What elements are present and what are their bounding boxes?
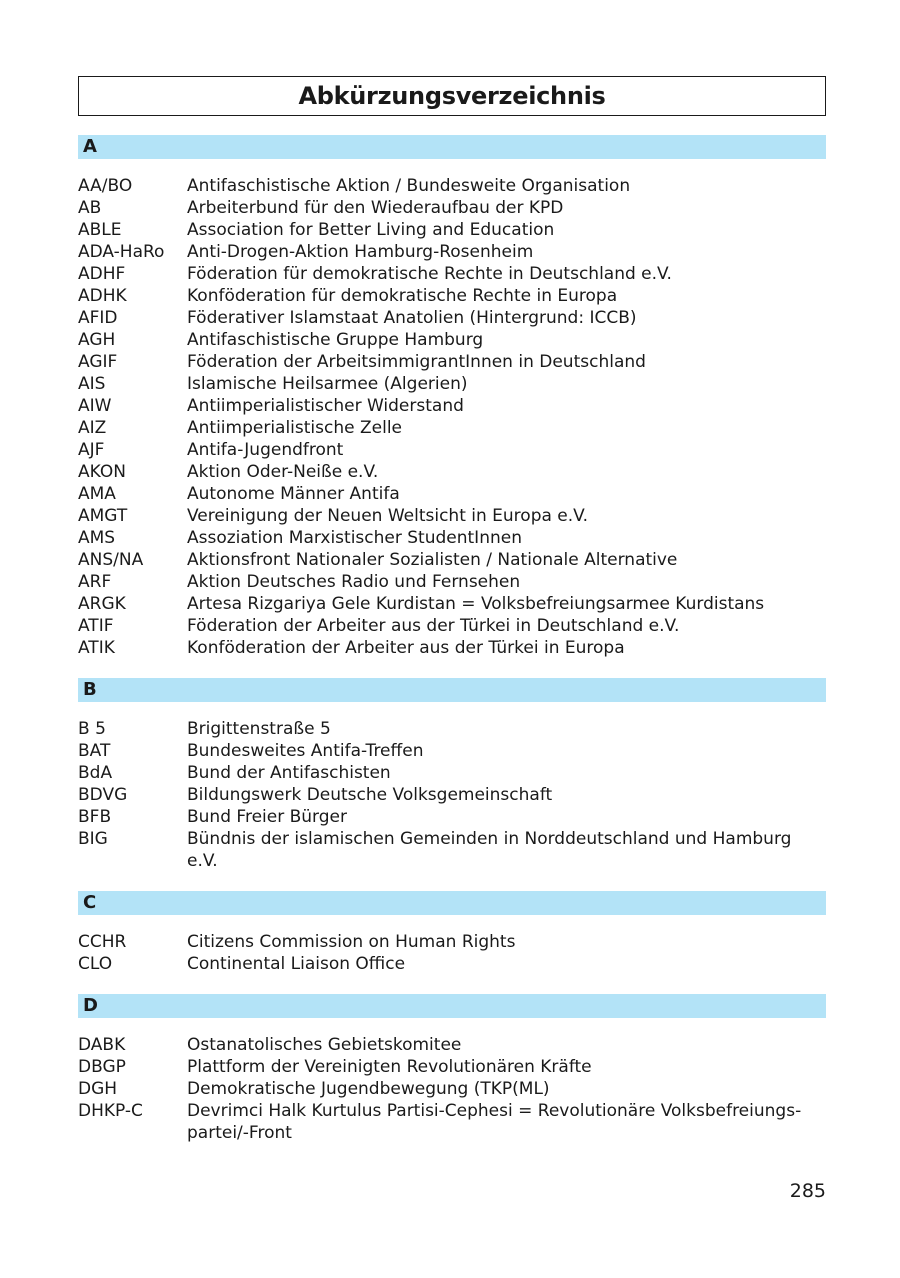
abbreviation-entry: [78, 762, 826, 784]
abbreviation-meaning: Bündnis der islamischen Gemeinden in Norddeutschland und Hamburg e.V.: [187, 829, 792, 871]
abbreviation-entry: [78, 307, 826, 329]
abbreviation-entry: [78, 828, 826, 872]
abbreviation: AMS: [78, 528, 116, 548]
abbreviation: ANS/NA: [78, 550, 144, 570]
abbreviation: ADHF: [78, 264, 126, 284]
abbreviation-entry: [78, 740, 826, 762]
abbreviation-meaning: Autonome Männer Antifa: [187, 484, 400, 504]
abbreviation-meaning: Artesa Rizgariya Gele Kurdistan = Volksbefreiungsarmee Kurdistans: [187, 594, 765, 614]
abbreviation-meaning: Antiimperialistische Zelle: [187, 418, 402, 438]
abbreviation-meaning: Föderation der Arbeiter aus der Türkei in Deutschland e.V.: [187, 616, 680, 636]
abbreviation: AMA: [78, 484, 116, 504]
abbreviation-meaning: Continental Liaison Office: [187, 954, 406, 974]
abbreviation-entry: [78, 373, 826, 395]
abbreviation-entry: [78, 461, 826, 483]
abbreviation-entry: [78, 395, 826, 417]
section-letter-header: A: [78, 135, 826, 159]
page-title-box: [78, 76, 826, 116]
abbreviation-meaning: Vereinigung der Neuen Weltsicht in Europa e.V.: [187, 506, 589, 526]
abbreviation-meaning: Islamische Heilsarmee (Algerien): [187, 374, 468, 394]
abbreviation-entry: [78, 953, 826, 975]
abbreviation-entry: [78, 1056, 826, 1078]
section-letter-header: B: [78, 678, 826, 702]
abbreviation-sections: [78, 135, 826, 1144]
abbreviation-meaning: Arbeiterbund für den Wiederaufbau der KPD: [187, 198, 564, 218]
abbreviation-meaning: Ostanatolisches Gebietskomitee: [187, 1035, 462, 1055]
abbreviation-meaning: Bundesweites Antifa-Treffen: [187, 741, 424, 761]
abbreviation-meaning: Association for Better Living and Education: [187, 220, 555, 240]
abbreviation-meaning: Aktionsfront Nationaler Sozialisten / Nationale Alternative: [187, 550, 678, 570]
abbreviation: AJF: [78, 440, 105, 460]
entry-list: [78, 931, 826, 975]
section-b: [78, 678, 826, 872]
abbreviation-entry: [78, 1034, 826, 1056]
section-a: [78, 135, 826, 659]
abbreviation-entry: [78, 1078, 826, 1100]
abbreviation-meaning: Devrimci Halk Kurtulus Partisi-Cephesi = Revolutionäre Volksbefreiungs-partei/-Front: [187, 1101, 802, 1143]
abbreviation-meaning: Föderation der ArbeitsimmigrantInnen in Deutschland: [187, 352, 646, 372]
abbreviation-meaning: Bildungswerk Deutsche Volksgemeinschaft: [187, 785, 553, 805]
abbreviation: AB: [78, 198, 102, 218]
abbreviation-meaning: Aktion Oder-Neiße e.V.: [187, 462, 379, 482]
abbreviation: AA/BO: [78, 176, 133, 196]
abbreviation-entry: [78, 593, 826, 615]
abbreviation-entry: [78, 219, 826, 241]
abbreviation-meaning: Antifaschistische Aktion / Bundesweite Organisation: [187, 176, 631, 196]
section-letter-header: D: [78, 994, 826, 1018]
abbreviation-meaning: Föderation für demokratische Rechte in Deutschland e.V.: [187, 264, 672, 284]
abbreviation-meaning: Antiimperialistischer Widerstand: [187, 396, 464, 416]
abbreviation-meaning: Bund der Antifaschisten: [187, 763, 391, 783]
abbreviation-entry: [78, 329, 826, 351]
abbreviation: DGH: [78, 1079, 118, 1099]
abbreviation-entry: [78, 931, 826, 953]
abbreviation: ADHK: [78, 286, 127, 306]
section-d: [78, 994, 826, 1144]
abbreviation-meaning: Brigittenstraße 5: [187, 719, 331, 739]
abbreviation: AMGT: [78, 506, 128, 526]
abbreviation-meaning: Anti-Drogen-Aktion Hamburg-Rosenheim: [187, 242, 534, 262]
abbreviation-meaning: Konföderation der Arbeiter aus der Türkei in Europa: [187, 638, 625, 658]
section-c: [78, 891, 826, 975]
abbreviation-entry: [78, 615, 826, 637]
abbreviation: AGIF: [78, 352, 118, 372]
abbreviation-entry: [78, 571, 826, 593]
page-title: Abkürzungsverzeichnis: [298, 82, 606, 110]
abbreviation: BIG: [78, 829, 108, 849]
abbreviation: AFID: [78, 308, 118, 328]
abbreviation-entry: [78, 527, 826, 549]
abbreviation-entry: [78, 263, 826, 285]
abbreviation: CLO: [78, 954, 113, 974]
abbreviation: AIW: [78, 396, 112, 416]
abbreviation: ARF: [78, 572, 112, 592]
abbreviation: BFB: [78, 807, 112, 827]
entry-list: [78, 175, 826, 659]
abbreviation: ATIK: [78, 638, 115, 658]
abbreviation-entry: [78, 549, 826, 571]
abbreviation-entry: [78, 1100, 826, 1144]
abbreviation-entry: [78, 351, 826, 373]
entry-list: [78, 1034, 826, 1144]
abbreviation-meaning: Assoziation Marxistischer StudentInnen: [187, 528, 522, 548]
abbreviation-entry: [78, 505, 826, 527]
abbreviation-meaning: Citizens Commission on Human Rights: [187, 932, 516, 952]
entry-list: [78, 718, 826, 872]
abbreviation: BAT: [78, 741, 111, 761]
abbreviation-entry: [78, 197, 826, 219]
abbreviation-meaning: Föderativer Islamstaat Anatolien (Hintergrund: ICCB): [187, 308, 637, 328]
abbreviation-entry: [78, 175, 826, 197]
abbreviation: DHKP-C: [78, 1101, 143, 1121]
abbreviation: ADA-HaRo: [78, 242, 165, 262]
abbreviation: BdA: [78, 763, 113, 783]
abbreviation-entry: [78, 637, 826, 659]
abbreviation-meaning: Konföderation für demokratische Rechte in Europa: [187, 286, 618, 306]
abbreviation: DABK: [78, 1035, 126, 1055]
abbreviation: BDVG: [78, 785, 128, 805]
abbreviation: AIS: [78, 374, 106, 394]
abbreviation-meaning: Bund Freier Bürger: [187, 807, 347, 827]
abbreviation-entry: [78, 417, 826, 439]
abbreviation: ARGK: [78, 594, 126, 614]
page-number: 285: [789, 1180, 826, 1202]
abbreviation-meaning: Demokratische Jugendbewegung (TKP(ML): [187, 1079, 550, 1099]
abbreviation-meaning: Antifaschistische Gruppe Hamburg: [187, 330, 484, 350]
abbreviation-meaning: Plattform der Vereinigten Revolutionären Kräfte: [187, 1057, 592, 1077]
section-letter-header: C: [78, 891, 826, 915]
abbreviation-entry: [78, 784, 826, 806]
abbreviation-entry: [78, 718, 826, 740]
abbreviation-entry: [78, 285, 826, 307]
abbreviation-page: [78, 76, 826, 1144]
abbreviation: ATIF: [78, 616, 114, 636]
abbreviation: CCHR: [78, 932, 127, 952]
abbreviation: AIZ: [78, 418, 107, 438]
abbreviation: DBGP: [78, 1057, 126, 1077]
abbreviation: ABLE: [78, 220, 122, 240]
abbreviation: AGH: [78, 330, 116, 350]
abbreviation-entry: [78, 806, 826, 828]
abbreviation-meaning: Antifa-Jugendfront: [187, 440, 344, 460]
abbreviation: AKON: [78, 462, 126, 482]
abbreviation-entry: [78, 483, 826, 505]
abbreviation: B 5: [78, 719, 106, 739]
abbreviation-entry: [78, 439, 826, 461]
abbreviation-entry: [78, 241, 826, 263]
abbreviation-meaning: Aktion Deutsches Radio und Fernsehen: [187, 572, 521, 592]
